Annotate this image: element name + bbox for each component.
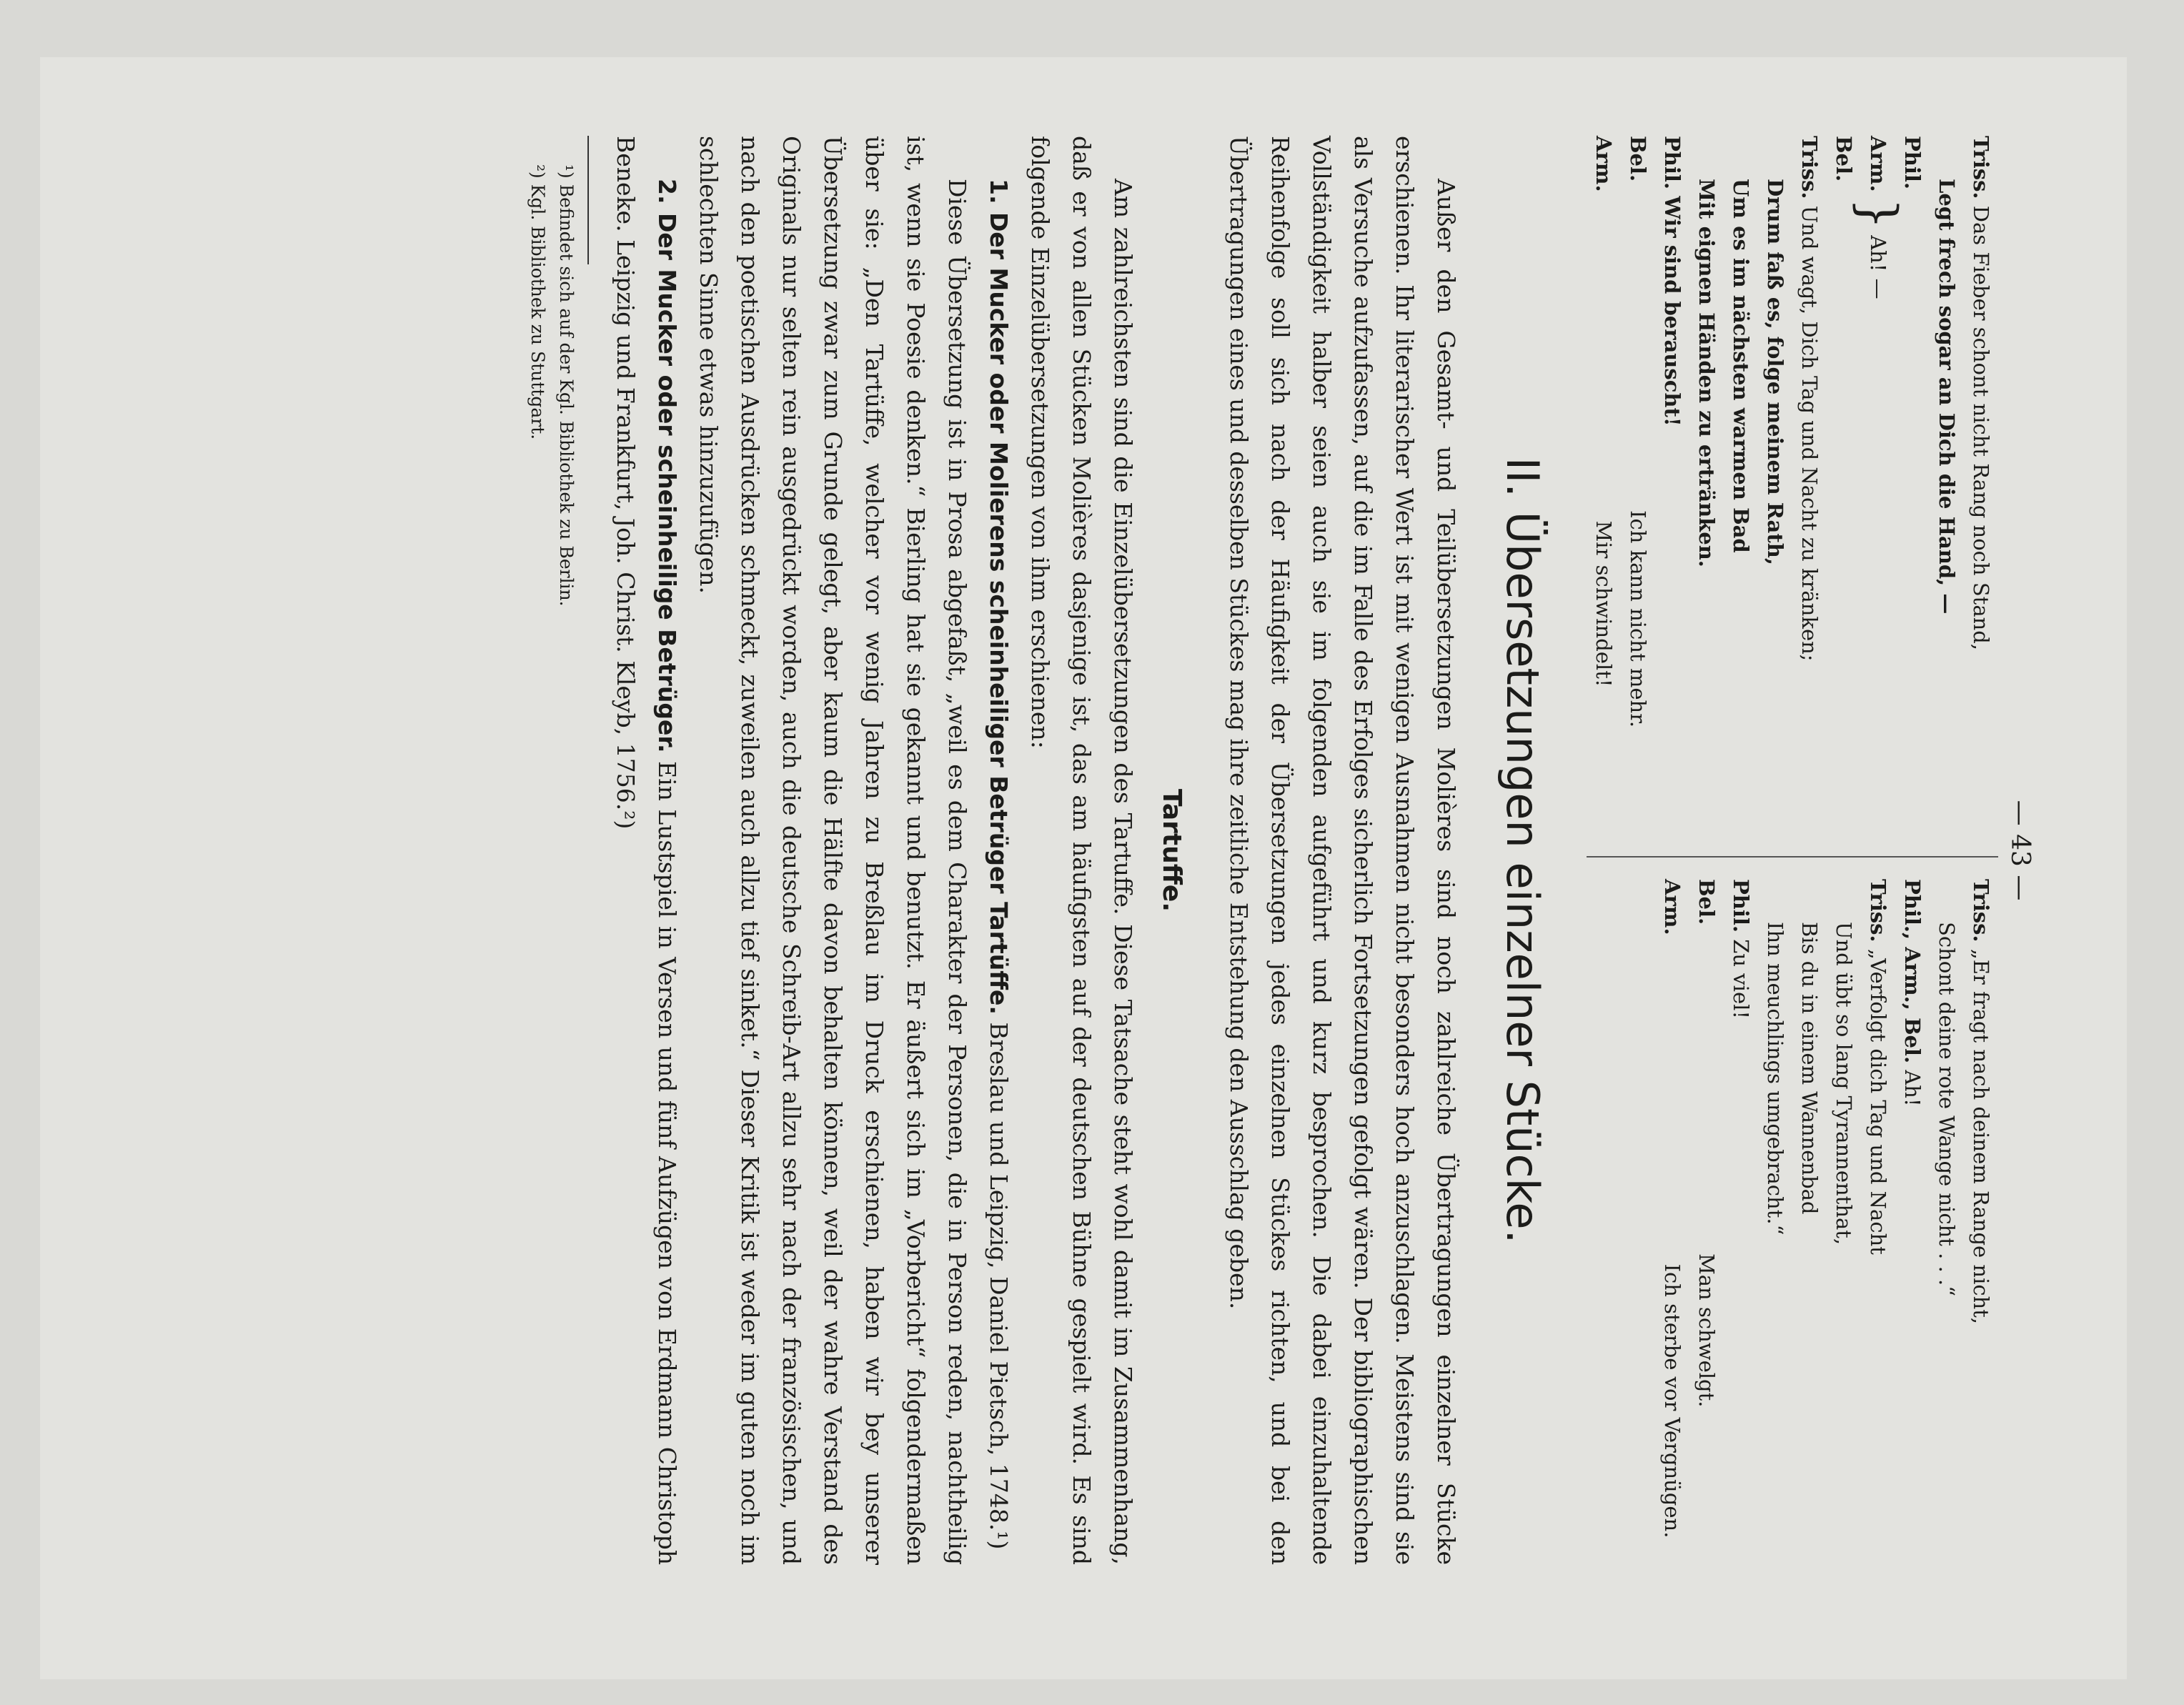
speaker-group: Phil. Arm. Bel. xyxy=(1832,136,1925,192)
footnote-rule xyxy=(587,136,589,264)
verse-line: Arm.Ich sterbe vor Vergnügen. xyxy=(1660,879,1684,1539)
verse-line: Triss. Das Fieber schont nicht Rang noch Stand, xyxy=(1969,136,1993,651)
entry-1-heading: 1. Der Mucker oder Molierens scheinheiliger Betrüger Tartüffe. Breslau und Leipzig, Daniel Pietsch, 1748.¹) xyxy=(985,179,1013,1550)
footnote-2: ²) Kgl. Bibliothek zu Stuttgart. xyxy=(527,164,548,440)
verse-line: Ihn meuchlings umgebracht.“ xyxy=(1763,922,1787,1236)
verse-right-column xyxy=(1587,856,1998,1565)
verse-line: Legt frech sogar an Dich die Hand, — xyxy=(1935,179,1959,615)
verse-line: Triss. Und wagt, Dich Tag und Nacht zu kränken; xyxy=(1797,136,1822,662)
verse-line: Phil. Wir sind berauscht! xyxy=(1660,136,1684,427)
verse-line: Phil. Zu viel! xyxy=(1729,879,1753,1020)
verse-left-column xyxy=(1587,136,1998,822)
verse-line: Bel.Ich kann nicht mehr. xyxy=(1626,136,1650,728)
verse-line: Mit eignen Händen zu ertränken. xyxy=(1694,179,1719,567)
page-number: — 43 — xyxy=(2005,800,2035,901)
verse-line: Um es im nächsten warmen Bad xyxy=(1729,179,1753,553)
intro-paragraph: Außer den Gesamt- und Teilübersetzungen Molières sind noch zahlreiche Übertragungen einzelner Stücke erschienen. Ihr literarischer Wert ist mit wenigen Ausnahmen nicht besonders hoch anzuschlagen. Meistens sind sie als Versuche aufzufassen, auf die im Falle des Erfolges sicherlich Fortsetzungen gefolgt wären. Der bibliographischen Vollständigkeit halber seien auch sie im folgenden aufgeführt und kurz besprochen. Die dabei einzuhaltende Reihenfolge soll sich nach der Häufigkeit der Übersetzungen jedes einzelnen Stückes richten, und bei den Übertragungen eines und desselben Stückes mag ihre zeitliche Entstehung den Ausschlag geben. xyxy=(1225,136,1460,1565)
curly-brace-glyph: } xyxy=(1849,197,1907,230)
chapter-heading: II. Übersetzungen einzelner Stücke. xyxy=(1496,457,1549,1244)
footnote-1: ¹) Befindet sich auf der Kgl. Bibliothek zu Berlin. xyxy=(556,164,577,607)
verse-line-brace: Phil. Arm. Bel. } Ah! — xyxy=(1827,136,1930,822)
entry-2-heading: 2. Der Mucker oder scheinheilige Betrüger. Ein Lustspiel in Versen und fünf Aufzügen von Erdmann Christoph Beneke. Leipzig und Frankfurt, Joh. Christ. Kleyb, 1756.²) xyxy=(612,136,681,1565)
verse-line: Triss. „Er fragt nach deinem Range nicht, xyxy=(1969,879,1993,1325)
verse-line: Schont deine rote Wange nicht . . .“ xyxy=(1935,922,1959,1297)
verse-comparison xyxy=(1587,136,1998,1565)
entry-1-body: Diese Übersetzung ist in Prosa abgefaßt, „weil es dem Charakter der Personen, die in Person reden, nachtheilig ist, wenn sie Poesie denken.“ Bierling hat sie gekannt und benutzt. Er äußert sich im „Vorbericht“ folgendermaßen über sie: „Den Tartüffe, welcher vor wenig Jahren zu Breßlau im Druck erschienen, haben wir bey unserer Übersetzung zwar zum Grunde gelegt, aber kaum die Hälfte davon behalten können, weil der wahre Verstand des Originals nur selten rein ausgedrückt worden, auch die deutsche Schreib-Art allzu sehr nach der französischen, und nach den poetischen Ausdrücken schmeckt, zuweilen auch allzu tief sinket.“ Dieser Kritik ist weder im guten noch im schlechten Sinne etwas hinzuzufügen. xyxy=(695,136,971,1565)
verse-line: Bis du in einem Wannenbad xyxy=(1797,922,1822,1215)
verse-line: Und übt so lang Tyrannenthat, xyxy=(1832,922,1856,1246)
page-content xyxy=(83,136,2041,1565)
section-title: Tartuffe. xyxy=(1157,788,1186,913)
verse-line: Drum faß es, folge meinem Rath, xyxy=(1763,179,1787,565)
verse-line: Phil., Arm., Bel. Ah! xyxy=(1900,879,1925,1107)
verse-line: Bel.Man schwelgt. xyxy=(1694,879,1719,1408)
verse-line: Triss. „Verfolgt dich Tag und Nacht xyxy=(1866,879,1890,1255)
book-page xyxy=(40,57,2127,1679)
verse-line: Arm.Mir schwindelt! xyxy=(1592,136,1616,687)
section-intro-paragraph: Am zahlreichsten sind die Einzelübersetzungen des Tartuffe. Diese Tatsache steht wohl damit im Zusammenhang, daß er von allen Stücken Molières dasjenige ist, das am häufigsten auf der deutschen Bühne gespielt wird. Es sind folgende Einzelübersetzungen von ihm erschienen: xyxy=(1026,136,1137,1565)
